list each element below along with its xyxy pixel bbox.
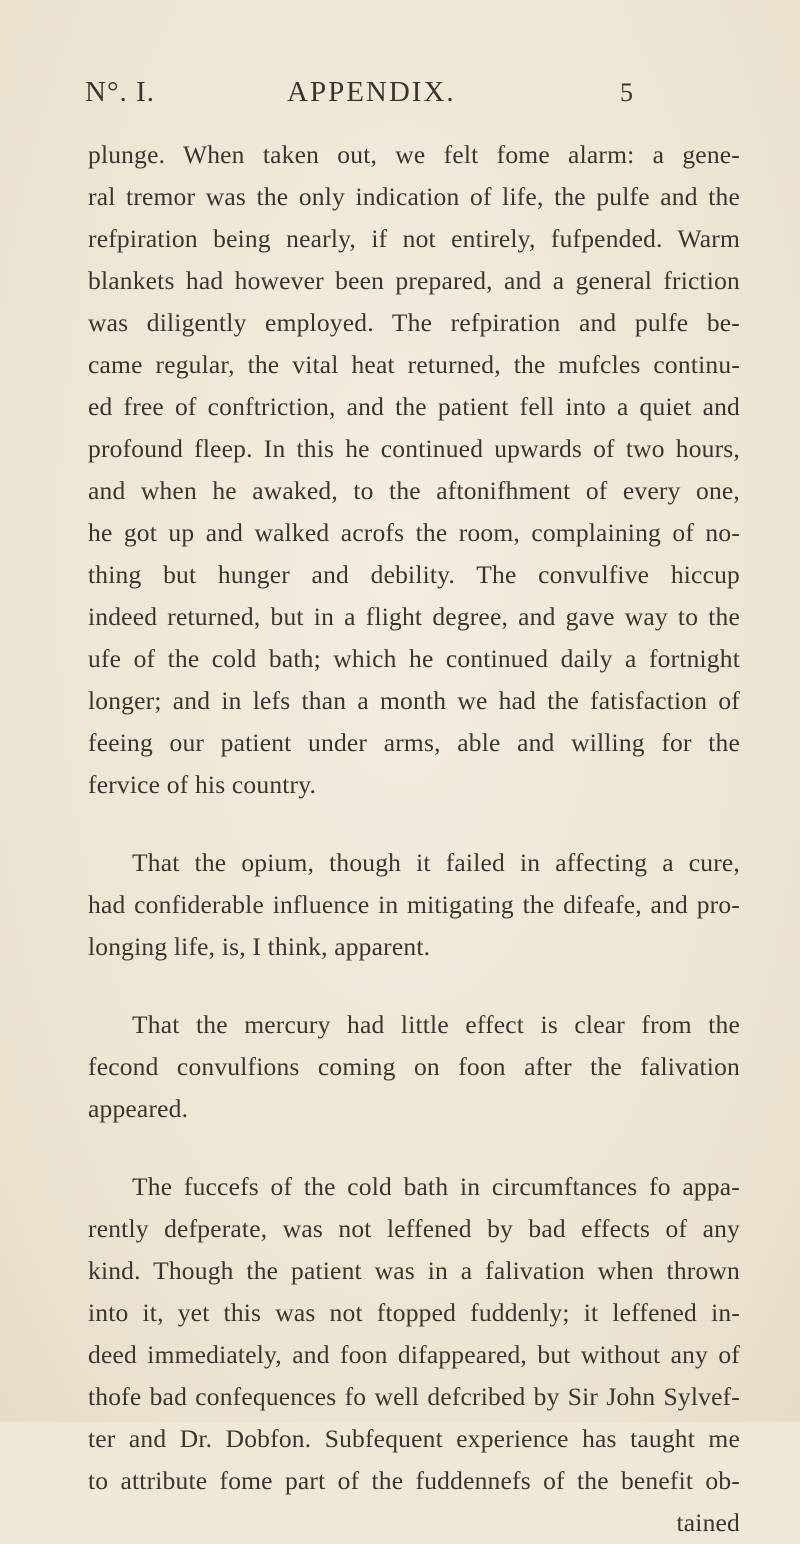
text-line: feeing our patient under arms, able and willing for the [88,728,740,757]
text-line: longer; and in lefs than a month we had the fatisfaction of [88,686,740,715]
text-line: ed free of conftriction, and the patient fell into a quiet and [88,392,740,421]
catchword: tained [676,1508,740,1537]
text-line: he got up and walked acrofs the room, complaining of no- [88,518,740,547]
text-line: thing but hunger and debility. The convulfive hiccup [88,560,740,589]
text-line: longing life, is, I think, apparent. [88,932,431,961]
text-line: was diligently employed. The refpiration and pulfe be- [88,308,740,337]
text-line: fecond convulfions coming on foon after the falivation [88,1052,740,1081]
text-line: refpiration being nearly, if not entirely, fufpended. Warm [88,224,740,253]
body-text [88,134,740,1544]
text-line: ral tremor was the only indication of life, the pulfe and the [88,182,740,211]
running-header [0,76,800,116]
text-line: appeared. [88,1094,189,1123]
paragraph-3 [88,1004,740,1130]
text-line: rently defperate, was not leffened by bad effects of any [88,1214,740,1243]
text-line: indeed returned, but in a flight degree, and gave way to the [88,602,740,631]
paragraph-2 [88,842,740,968]
text-line: and when he awaked, to the aftonifhment of every one, [88,476,740,505]
text-line: plunge. When taken out, we felt fome alarm: a gene- [88,140,740,169]
text-line: fervice of his country. [88,770,317,799]
paragraph-4 [88,1166,740,1502]
text-line: ter and Dr. Dobfon. Subfequent experience has taught me [88,1424,740,1453]
text-line: That the opium, though it failed in affecting a cure, [132,848,740,877]
text-line: blankets had however been prepared, and a general friction [88,266,740,295]
text-line: That the mercury had little effect is clear from the [132,1010,740,1039]
running-title: APPENDIX. [287,76,456,108]
text-line: kind. Though the patient was in a falivation when thrown [88,1256,740,1285]
page-number: 5 [620,78,634,107]
paragraph-1 [88,134,740,806]
text-line: deed immediately, and foon difappeared, but without any of [88,1340,740,1369]
section-number: N°. I. [85,76,155,108]
text-line: ufe of the cold bath; which he continued daily a fortnight [88,644,740,673]
text-line: thofe bad confequences fo well defcribed by Sir John Sylvef- [88,1382,740,1411]
text-line: The fuccefs of the cold bath in circumftances fo appa- [132,1172,740,1201]
text-line: to attribute fome part of the fuddennefs of the benefit ob- [88,1466,740,1495]
text-line: into it, yet this was not ftopped fuddenly; it leffened in- [88,1298,740,1327]
text-line: had confiderable influence in mitigating the difeafe, and pro- [88,890,740,919]
text-line: came regular, the vital heat returned, the mufcles continu- [88,350,740,379]
text-line: profound fleep. In this he continued upwards of two hours, [88,434,740,463]
